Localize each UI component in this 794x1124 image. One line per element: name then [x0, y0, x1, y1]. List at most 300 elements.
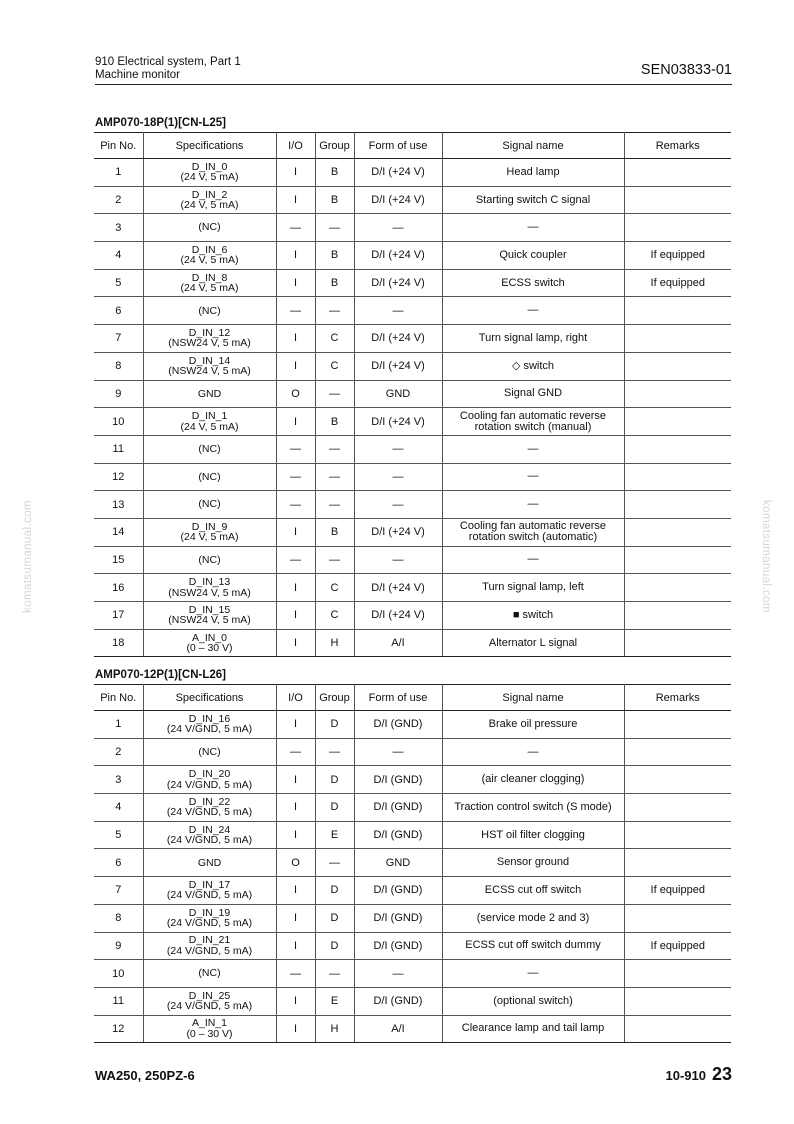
spec-name: D_IN_20: [188, 768, 231, 781]
table-row: [94, 159, 731, 187]
pin-number-cell: 12: [94, 1015, 143, 1043]
group-cell: —: [315, 738, 354, 766]
pin-number-cell: 12: [94, 463, 143, 491]
pin-number-cell: 7: [94, 877, 143, 905]
signal-name-cell: Cooling fan automatic reverse rotation switch (manual): [442, 408, 624, 436]
spec-name: D_IN_13: [188, 576, 231, 589]
signal-name-cell: —: [442, 463, 624, 491]
io-cell: I: [276, 186, 315, 214]
pin-number-cell: 10: [94, 408, 143, 436]
io-cell: I: [276, 352, 315, 380]
spec-name: D_IN_6: [191, 243, 228, 256]
specification-cell: [143, 602, 276, 630]
col-form-of-use-header: Form of use: [354, 685, 442, 711]
col-specifications-header: Specifications: [143, 133, 276, 159]
group-cell: B: [315, 269, 354, 297]
specification-cell: [143, 546, 276, 574]
remarks-cell: [624, 711, 731, 739]
specification-cell: [143, 352, 276, 380]
spec-name: GND: [197, 856, 222, 869]
table-body: [94, 159, 731, 657]
group-cell: C: [315, 325, 354, 353]
spec-rating: (0 – 30 V): [186, 1027, 233, 1040]
pin-number-cell: 2: [94, 738, 143, 766]
spec-rating: (24 V, 5 mA): [180, 531, 239, 544]
watermark-right: komatsumanual.com: [760, 500, 772, 613]
page-header: [95, 56, 241, 82]
remarks-cell: [624, 546, 731, 574]
signal-name-cell: ◇ switch: [442, 352, 624, 380]
table-row: [94, 602, 731, 630]
signal-name-cell: Quick coupler: [442, 242, 624, 270]
io-cell: I: [276, 325, 315, 353]
spec-rating: (24 V/GND, 5 mA): [166, 834, 253, 847]
io-cell: I: [276, 242, 315, 270]
group-cell: —: [315, 463, 354, 491]
table-row: [94, 214, 731, 242]
specification-cell: [143, 932, 276, 960]
remarks-cell: [624, 408, 731, 436]
form-of-use-cell: —: [354, 463, 442, 491]
form-of-use-cell: GND: [354, 380, 442, 408]
form-of-use-cell: D/I (+24 V): [354, 408, 442, 436]
pin-number-cell: 4: [94, 242, 143, 270]
form-of-use-cell: D/I (+24 V): [354, 325, 442, 353]
io-cell: O: [276, 380, 315, 408]
group-cell: —: [315, 435, 354, 463]
signal-name-cell: Cooling fan automatic reverse rotation switch (automatic): [442, 518, 624, 546]
group-cell: —: [315, 546, 354, 574]
pin-number-cell: 7: [94, 325, 143, 353]
group-cell: B: [315, 186, 354, 214]
group-cell: D: [315, 932, 354, 960]
spec-name: (NC): [198, 553, 221, 566]
group-cell: H: [315, 1015, 354, 1043]
table-row: [94, 932, 731, 960]
specification-cell: [143, 711, 276, 739]
signal-name-cell: —: [442, 435, 624, 463]
form-of-use-cell: D/I (+24 V): [354, 242, 442, 270]
table-row: [94, 463, 731, 491]
signal-name-cell: Traction control switch (S mode): [442, 794, 624, 822]
spec-name: (NC): [198, 304, 221, 317]
signal-name-cell: ECSS cut off switch: [442, 877, 624, 905]
spec-name: D_IN_14: [188, 354, 231, 367]
group-cell: D: [315, 711, 354, 739]
specification-cell: [143, 435, 276, 463]
spec-name: D_IN_24: [188, 823, 231, 836]
table-row: [94, 960, 731, 988]
signal-name-cell: (air cleaner clogging): [442, 766, 624, 794]
remarks-cell: If equipped: [624, 932, 731, 960]
col-form-of-use-header: Form of use: [354, 133, 442, 159]
col-pin-header: Pin No.: [94, 133, 143, 159]
remarks-cell: [624, 435, 731, 463]
spec-rating: (NSW24 V, 5 mA): [168, 337, 251, 350]
signal-name-cell: —: [442, 491, 624, 519]
io-cell: I: [276, 269, 315, 297]
form-of-use-cell: D/I (+24 V): [354, 574, 442, 602]
table-row: [94, 738, 731, 766]
spec-name: D_IN_1: [191, 410, 228, 423]
table-row: [94, 408, 731, 436]
spec-rating: (24 V, 5 mA): [180, 254, 239, 267]
table-row: [94, 518, 731, 546]
spec-name: D_IN_22: [188, 795, 231, 808]
spec-rating: (NSW24 V, 5 mA): [168, 586, 251, 599]
spec-name: D_IN_12: [188, 326, 231, 339]
col-signal-name-header: Signal name: [442, 685, 624, 711]
form-of-use-cell: A/I: [354, 629, 442, 657]
spec-name: D_IN_9: [191, 520, 228, 533]
spec-rating: (NSW24 V, 5 mA): [168, 614, 251, 627]
col-io-header: I/O: [276, 133, 315, 159]
table-row: [94, 242, 731, 270]
remarks-cell: [624, 602, 731, 630]
table-row: [94, 766, 731, 794]
spec-name: D_IN_25: [188, 989, 231, 1002]
page-number: 23: [711, 1064, 732, 1084]
pin-number-cell: 17: [94, 602, 143, 630]
io-cell: I: [276, 518, 315, 546]
specification-cell: [143, 766, 276, 794]
remarks-cell: [624, 629, 731, 657]
remarks-cell: [624, 738, 731, 766]
spec-name: (NC): [198, 221, 221, 234]
pin-number-cell: 9: [94, 932, 143, 960]
io-cell: I: [276, 711, 315, 739]
spec-name: D_IN_0: [191, 160, 228, 173]
signal-name-cell: Clearance lamp and tail lamp: [442, 1015, 624, 1043]
group-cell: C: [315, 574, 354, 602]
footer-page-info: [665, 1064, 732, 1085]
table-row: [94, 629, 731, 657]
specification-cell: [143, 987, 276, 1015]
table-row: [94, 1015, 731, 1043]
remarks-cell: [624, 960, 731, 988]
group-cell: E: [315, 821, 354, 849]
remarks-cell: [624, 297, 731, 325]
remarks-cell: [624, 794, 731, 822]
group-cell: H: [315, 629, 354, 657]
group-cell: D: [315, 794, 354, 822]
spec-name: (NC): [198, 442, 221, 455]
form-of-use-cell: D/I (+24 V): [354, 269, 442, 297]
signal-name-cell: —: [442, 214, 624, 242]
signal-name-cell: Alternator L signal: [442, 629, 624, 657]
io-cell: I: [276, 574, 315, 602]
remarks-cell: [624, 766, 731, 794]
signal-name-cell: —: [442, 738, 624, 766]
remarks-cell: [624, 904, 731, 932]
table-row: [94, 546, 731, 574]
io-cell: —: [276, 435, 315, 463]
remarks-cell: [624, 352, 731, 380]
specification-cell: [143, 242, 276, 270]
io-cell: I: [276, 1015, 315, 1043]
specification-cell: [143, 408, 276, 436]
signal-name-cell: ECSS switch: [442, 269, 624, 297]
table-row: [94, 711, 731, 739]
pin-number-cell: 9: [94, 380, 143, 408]
specification-cell: [143, 463, 276, 491]
table-row: [94, 849, 731, 877]
col-group-header: Group: [315, 133, 354, 159]
io-cell: O: [276, 849, 315, 877]
table-header-row: [94, 685, 731, 711]
io-cell: —: [276, 491, 315, 519]
pin-number-cell: 11: [94, 987, 143, 1015]
group-cell: D: [315, 904, 354, 932]
group-cell: —: [315, 491, 354, 519]
remarks-cell: [624, 186, 731, 214]
table-row: [94, 435, 731, 463]
specification-cell: [143, 325, 276, 353]
table-row: [94, 297, 731, 325]
io-cell: —: [276, 297, 315, 325]
table-row: [94, 269, 731, 297]
group-cell: D: [315, 877, 354, 905]
spec-rating: (24 V/GND, 5 mA): [166, 917, 253, 930]
form-of-use-cell: D/I (+24 V): [354, 602, 442, 630]
signal-name-cell: Turn signal lamp, right: [442, 325, 624, 353]
form-of-use-cell: —: [354, 214, 442, 242]
remarks-cell: If equipped: [624, 269, 731, 297]
spec-rating: (24 V/GND, 5 mA): [166, 806, 253, 819]
specification-cell: [143, 904, 276, 932]
form-of-use-cell: GND: [354, 849, 442, 877]
specification-cell: [143, 877, 276, 905]
signal-name-cell: Sensor ground: [442, 849, 624, 877]
spec-rating: (24 V, 5 mA): [180, 282, 239, 295]
pin-number-cell: 15: [94, 546, 143, 574]
form-of-use-cell: D/I (+24 V): [354, 159, 442, 187]
table-row: [94, 352, 731, 380]
form-of-use-cell: D/I (GND): [354, 794, 442, 822]
form-of-use-cell: D/I (+24 V): [354, 352, 442, 380]
remarks-cell: [624, 574, 731, 602]
signal-name-cell: —: [442, 546, 624, 574]
specification-cell: [143, 849, 276, 877]
form-of-use-cell: D/I (GND): [354, 987, 442, 1015]
table-row: [94, 186, 731, 214]
table1-title: AMP070-18P(1)[CN-L25]: [95, 117, 227, 129]
spec-rating: (24 V, 5 mA): [180, 199, 239, 212]
spec-name: (NC): [198, 967, 221, 980]
pin-number-cell: 8: [94, 352, 143, 380]
group-cell: B: [315, 242, 354, 270]
form-of-use-cell: D/I (GND): [354, 711, 442, 739]
specification-cell: [143, 629, 276, 657]
io-cell: I: [276, 602, 315, 630]
pin-number-cell: 18: [94, 629, 143, 657]
spec-name: D_IN_15: [188, 603, 231, 616]
col-io-header: I/O: [276, 685, 315, 711]
spec-name: D_IN_19: [188, 906, 231, 919]
io-cell: —: [276, 463, 315, 491]
spec-rating: (24 V/GND, 5 mA): [166, 778, 253, 791]
pin-number-cell: 4: [94, 794, 143, 822]
remarks-cell: [624, 821, 731, 849]
form-of-use-cell: D/I (GND): [354, 877, 442, 905]
table-row: [94, 574, 731, 602]
table-row: [94, 491, 731, 519]
table-row: [94, 794, 731, 822]
table-body: [94, 711, 731, 1043]
group-cell: —: [315, 297, 354, 325]
form-of-use-cell: —: [354, 546, 442, 574]
form-of-use-cell: —: [354, 491, 442, 519]
spec-name: A_IN_1: [191, 1017, 228, 1030]
remarks-cell: [624, 491, 731, 519]
pin-number-cell: 6: [94, 849, 143, 877]
col-remarks-header: Remarks: [624, 685, 731, 711]
col-pin-header: Pin No.: [94, 685, 143, 711]
specification-cell: [143, 518, 276, 546]
document-code: SEN03833-01: [640, 62, 732, 78]
connector-table-cn-l26: [94, 684, 731, 1043]
form-of-use-cell: D/I (GND): [354, 904, 442, 932]
io-cell: I: [276, 629, 315, 657]
pin-number-cell: 6: [94, 297, 143, 325]
table-row: [94, 325, 731, 353]
io-cell: I: [276, 932, 315, 960]
table-row: [94, 987, 731, 1015]
remarks-cell: [624, 1015, 731, 1043]
io-cell: I: [276, 408, 315, 436]
spec-rating: (24 V/GND, 5 mA): [166, 1000, 253, 1013]
spec-name: D_IN_8: [191, 271, 228, 284]
form-of-use-cell: —: [354, 297, 442, 325]
io-cell: I: [276, 904, 315, 932]
header-section-title: 910 Electrical system, Part 1: [95, 56, 241, 68]
specification-cell: [143, 821, 276, 849]
pin-number-cell: 2: [94, 186, 143, 214]
specification-cell: [143, 491, 276, 519]
group-cell: E: [315, 987, 354, 1015]
remarks-cell: If equipped: [624, 242, 731, 270]
group-cell: —: [315, 380, 354, 408]
spec-name: (NC): [198, 470, 221, 483]
spec-rating: (NSW24 V, 5 mA): [168, 365, 251, 378]
io-cell: —: [276, 960, 315, 988]
group-cell: C: [315, 352, 354, 380]
table2-title: AMP070-12P(1)[CN-L26]: [95, 669, 227, 681]
pin-number-cell: 10: [94, 960, 143, 988]
spec-rating: (24 V/GND, 5 mA): [166, 889, 253, 902]
io-cell: —: [276, 546, 315, 574]
specification-cell: [143, 297, 276, 325]
form-of-use-cell: A/I: [354, 1015, 442, 1043]
connector-table-cn-l25: [94, 132, 731, 657]
group-cell: D: [315, 766, 354, 794]
signal-name-cell: ■ switch: [442, 602, 624, 630]
group-cell: B: [315, 159, 354, 187]
io-cell: I: [276, 877, 315, 905]
col-remarks-header: Remarks: [624, 133, 731, 159]
form-of-use-cell: —: [354, 435, 442, 463]
header-rule: [95, 84, 732, 85]
spec-name: A_IN_0: [191, 631, 228, 644]
remarks-cell: [624, 463, 731, 491]
io-cell: I: [276, 766, 315, 794]
remarks-cell: [624, 518, 731, 546]
pin-number-cell: 14: [94, 518, 143, 546]
signal-name-cell: —: [442, 297, 624, 325]
group-cell: —: [315, 214, 354, 242]
form-of-use-cell: D/I (+24 V): [354, 518, 442, 546]
specification-cell: [143, 738, 276, 766]
remarks-cell: [624, 325, 731, 353]
table-row: [94, 904, 731, 932]
specification-cell: [143, 159, 276, 187]
specification-cell: [143, 794, 276, 822]
signal-name-cell: (optional switch): [442, 987, 624, 1015]
spec-name: D_IN_17: [188, 878, 231, 891]
footer-section-code: 10-910: [665, 1068, 706, 1083]
signal-name-cell: —: [442, 960, 624, 988]
spec-name: (NC): [198, 498, 221, 511]
col-signal-name-header: Signal name: [442, 133, 624, 159]
group-cell: B: [315, 518, 354, 546]
col-specifications-header: Specifications: [143, 685, 276, 711]
io-cell: —: [276, 738, 315, 766]
specification-cell: [143, 960, 276, 988]
watermark-left: komatsumanual.com: [22, 500, 34, 613]
specification-cell: [143, 269, 276, 297]
remarks-cell: [624, 849, 731, 877]
col-group-header: Group: [315, 685, 354, 711]
pin-number-cell: 1: [94, 159, 143, 187]
remarks-cell: [624, 987, 731, 1015]
group-cell: —: [315, 849, 354, 877]
form-of-use-cell: D/I (+24 V): [354, 186, 442, 214]
io-cell: I: [276, 159, 315, 187]
pin-number-cell: 5: [94, 821, 143, 849]
specification-cell: [143, 380, 276, 408]
remarks-cell: [624, 159, 731, 187]
signal-name-cell: (service mode 2 and 3): [442, 904, 624, 932]
spec-rating: (24 V, 5 mA): [180, 171, 239, 184]
spec-name: (NC): [198, 745, 221, 758]
group-cell: B: [315, 408, 354, 436]
pin-number-cell: 1: [94, 711, 143, 739]
pin-number-cell: 3: [94, 766, 143, 794]
spec-name: GND: [197, 387, 222, 400]
pin-number-cell: 11: [94, 435, 143, 463]
specification-cell: [143, 1015, 276, 1043]
remarks-cell: [624, 380, 731, 408]
form-of-use-cell: D/I (GND): [354, 821, 442, 849]
table-row: [94, 380, 731, 408]
pin-number-cell: 5: [94, 269, 143, 297]
signal-name-cell: Head lamp: [442, 159, 624, 187]
io-cell: I: [276, 794, 315, 822]
table-row: [94, 821, 731, 849]
signal-name-cell: HST oil filter clogging: [442, 821, 624, 849]
pin-number-cell: 13: [94, 491, 143, 519]
pin-number-cell: 3: [94, 214, 143, 242]
form-of-use-cell: D/I (GND): [354, 766, 442, 794]
signal-name-cell: Brake oil pressure: [442, 711, 624, 739]
pin-number-cell: 8: [94, 904, 143, 932]
specification-cell: [143, 186, 276, 214]
table-row: [94, 877, 731, 905]
form-of-use-cell: —: [354, 738, 442, 766]
io-cell: I: [276, 821, 315, 849]
spec-name: D_IN_16: [188, 712, 231, 725]
spec-rating: (0 – 30 V): [186, 642, 233, 655]
